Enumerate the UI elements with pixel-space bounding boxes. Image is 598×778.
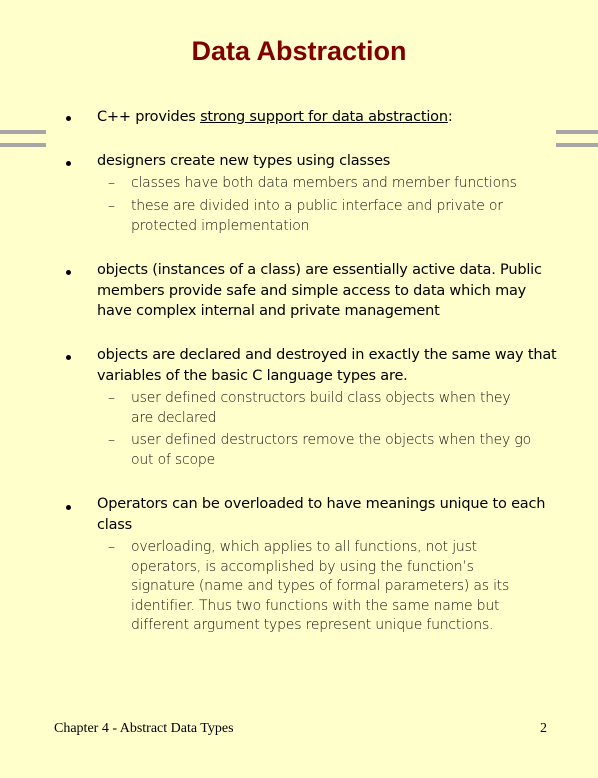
right-bar-bottom — [556, 143, 598, 147]
sub-item — [108, 389, 533, 428]
sub-item — [108, 431, 553, 470]
dash-glyph: – — [108, 390, 115, 406]
sub-text: user defined constructors build class objects when they are declared — [131, 390, 511, 426]
dash-glyph: – — [108, 432, 115, 448]
dash-glyph: – — [108, 175, 115, 191]
sub-text: these are divided into a public interface and private or protected implementation — [131, 198, 503, 234]
left-bar-bottom — [0, 143, 46, 147]
sub-text: classes have both data members and member functions — [131, 175, 517, 191]
bullet-dot — [66, 161, 71, 166]
right-bar-top — [556, 130, 598, 134]
bullet-text-4: objects are declared and destroyed in exactly the same way that variables of the basic C language types are. — [97, 347, 557, 384]
bullet-dot — [66, 355, 71, 360]
bullet-text-2: designers create new types using classes — [97, 153, 391, 169]
bullet-text-5: Operators can be overloaded to have meanings unique to each class — [97, 496, 546, 533]
slide-title: Data Abstraction — [191, 36, 407, 66]
sub-text: overloading, which applies to all functions, not just operators, is accomplished by using the function’s signature (name and types of formal parameters) as its identifier. Thus two functions with the same name but different argument types represent unique functions. — [131, 539, 510, 633]
dash-glyph: – — [108, 198, 115, 214]
dash-glyph: – — [108, 539, 115, 555]
sub-item — [108, 174, 548, 194]
bullet-text-3: objects (instances of a class) are essentially active data. Public members provide safe and simple access to data which may have complex internal and private management — [97, 262, 542, 319]
bullet-1-after: : — [447, 109, 453, 125]
bullet-1-underlined: strong support for data abstraction — [200, 109, 448, 125]
footer-page-number: 2 — [540, 721, 547, 736]
bullet-dot — [66, 116, 71, 121]
bullet-text-1 — [97, 107, 562, 128]
bullet-dot — [66, 505, 71, 510]
footer-chapter: Chapter 4 - Abstract Data Types — [54, 721, 234, 736]
sub-item — [108, 197, 528, 236]
left-bar-top — [0, 130, 46, 134]
bullet-dot — [66, 270, 71, 275]
sub-text: user defined destructors remove the objects when they go out of scope — [131, 432, 531, 468]
bullet-1-before: C++ provides — [97, 109, 201, 125]
sub-item — [108, 538, 528, 636]
